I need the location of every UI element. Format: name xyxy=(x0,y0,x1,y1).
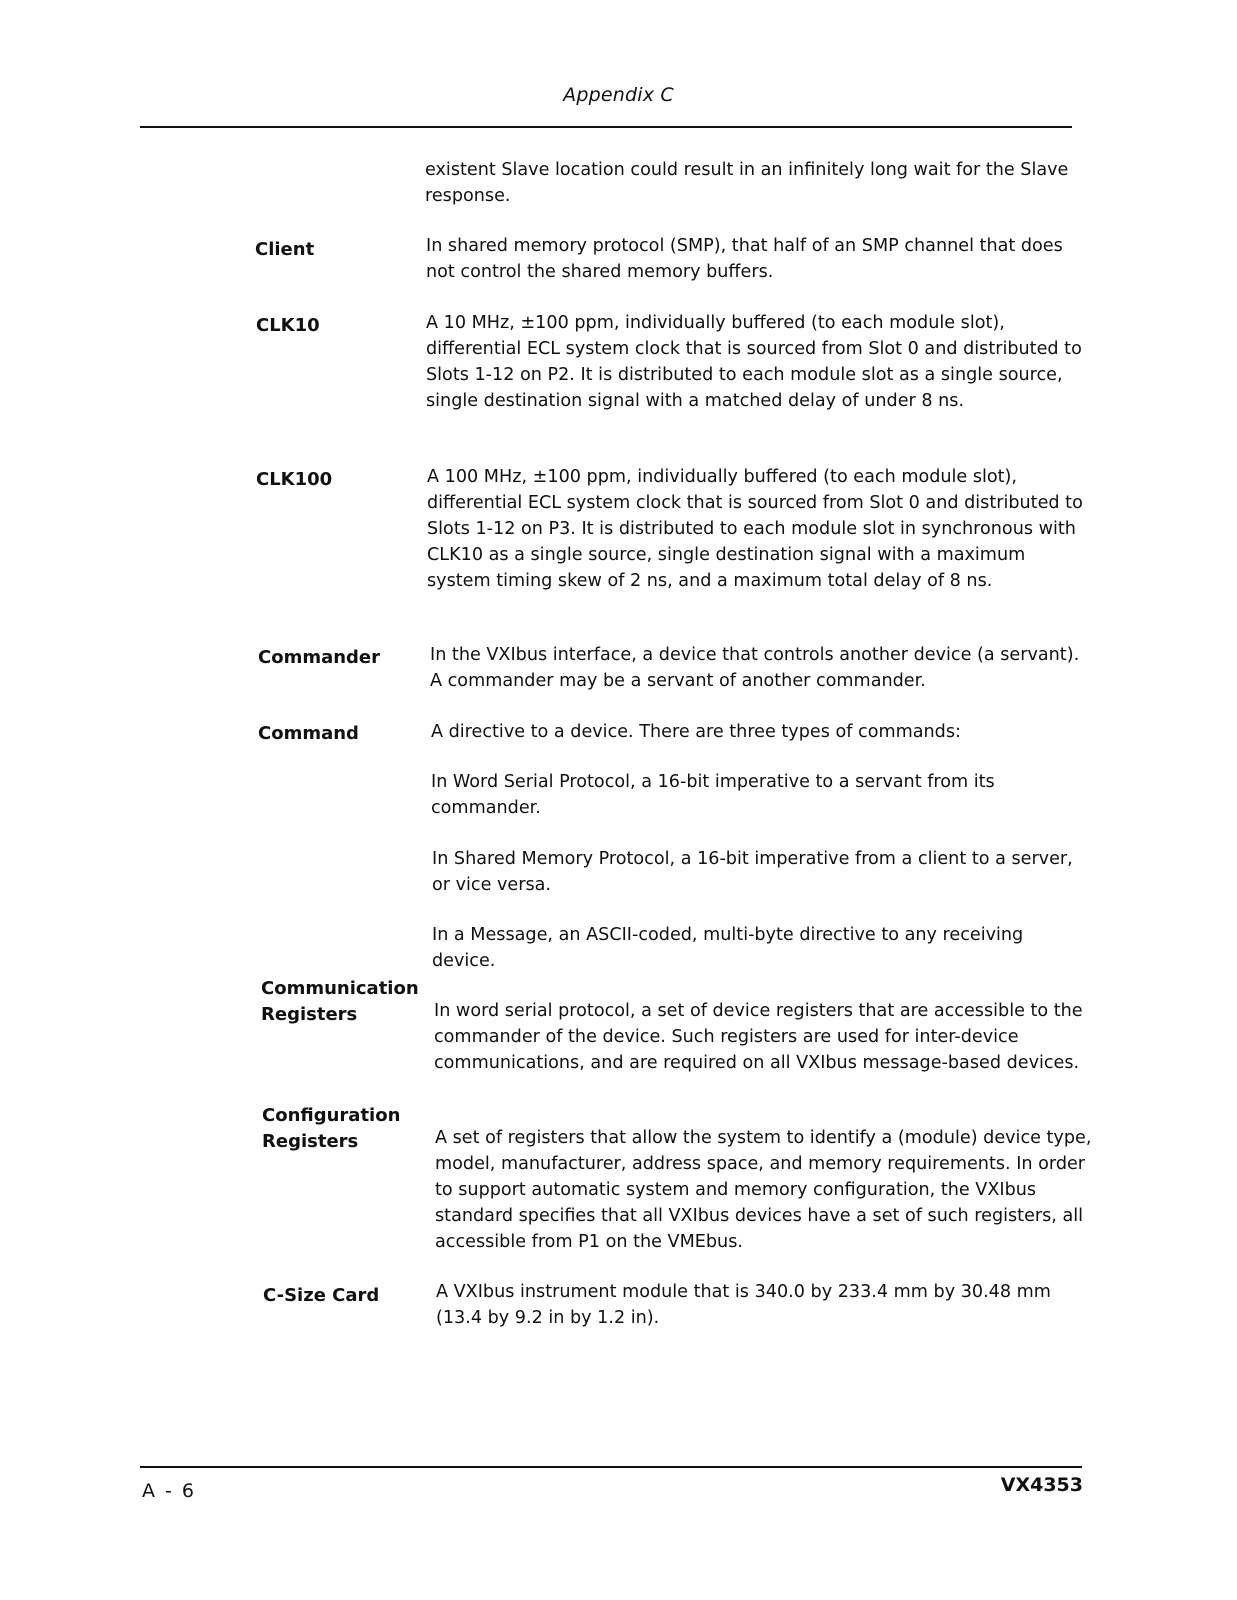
continuation-text: existent Slave location could result in an infinitely long wait for the Slave response. xyxy=(425,160,1069,206)
definition-command-shared-memory: In Shared Memory Protocol, a 16-bit imperative from a client to a server, or vice versa. xyxy=(432,849,1073,895)
definition-command-message: In a Message, an ASCII-coded, multi-byte directive to any receiving device. xyxy=(432,925,1024,971)
document-id: VX4353 xyxy=(1000,1474,1083,1496)
term-configuration-registers: Configuration Registers xyxy=(262,1105,401,1152)
term-command: Command xyxy=(258,723,359,744)
term-clk10: CLK10 xyxy=(256,315,320,336)
page-number: A - 6 xyxy=(142,1480,197,1502)
term-clk100: CLK100 xyxy=(256,469,333,490)
definition-configuration-registers: A set of registers that allow the system to identify a (module) device type, model, manufacturer, address space, and memory requirements. In order to support automatic system and memory configuration, the VXIbus standard specifies that all VXIbus devices have a set of such registers, all accessible from P1 on the VMEbus. xyxy=(435,1128,1092,1252)
definition-command-word-serial: In Word Serial Protocol, a 16-bit imperative to a servant from its commander. xyxy=(431,772,995,818)
definition-clk100: A 100 MHz, ±100 ppm, individually buffered (to each module slot), differential ECL system clock that is sourced from Slot 0 and distributed to Slots 1-12 on P3. It is distributed to each module slot in synchronous with CLK10 as a single source, single destination signal with a maximum system timing skew of 2 ns, and a maximum total delay of 8 ns. xyxy=(427,467,1083,591)
definition-client: In shared memory protocol (SMP), that half of an SMP channel that does not control the shared memory buffers. xyxy=(426,236,1063,282)
term-client: Client xyxy=(255,239,315,260)
definition-clk10: A 10 MHz, ±100 ppm, individually buffered (to each module slot), differential ECL system clock that is sourced from Slot 0 and distributed to Slots 1-12 on P2. It is distributed to each module slot as a single source, single destination signal with a matched delay of under 8 ns. xyxy=(426,313,1082,411)
header-rule xyxy=(140,126,1072,128)
footer-rule xyxy=(140,1466,1082,1468)
definition-communication-registers: In word serial protocol, a set of device registers that are accessible to the commander of the device. Such registers are used for inter-device communications, and are required on all VXIbus message-based devices. xyxy=(434,1001,1083,1073)
definition-commander: In the VXIbus interface, a device that controls another device (a servant). A commander may be a servant of another commander. xyxy=(430,645,1080,691)
page-header-title: Appendix C xyxy=(563,84,674,106)
definition-c-size-card: A VXIbus instrument module that is 340.0 by 233.4 mm by 30.48 mm (13.4 by 9.2 in by 1.2 in). xyxy=(436,1282,1051,1328)
term-communication-registers: Communication Registers xyxy=(261,978,419,1025)
definition-command: A directive to a device. There are three types of commands: xyxy=(431,722,961,742)
term-commander: Commander xyxy=(258,647,381,668)
term-c-size-card: C-Size Card xyxy=(263,1285,380,1306)
